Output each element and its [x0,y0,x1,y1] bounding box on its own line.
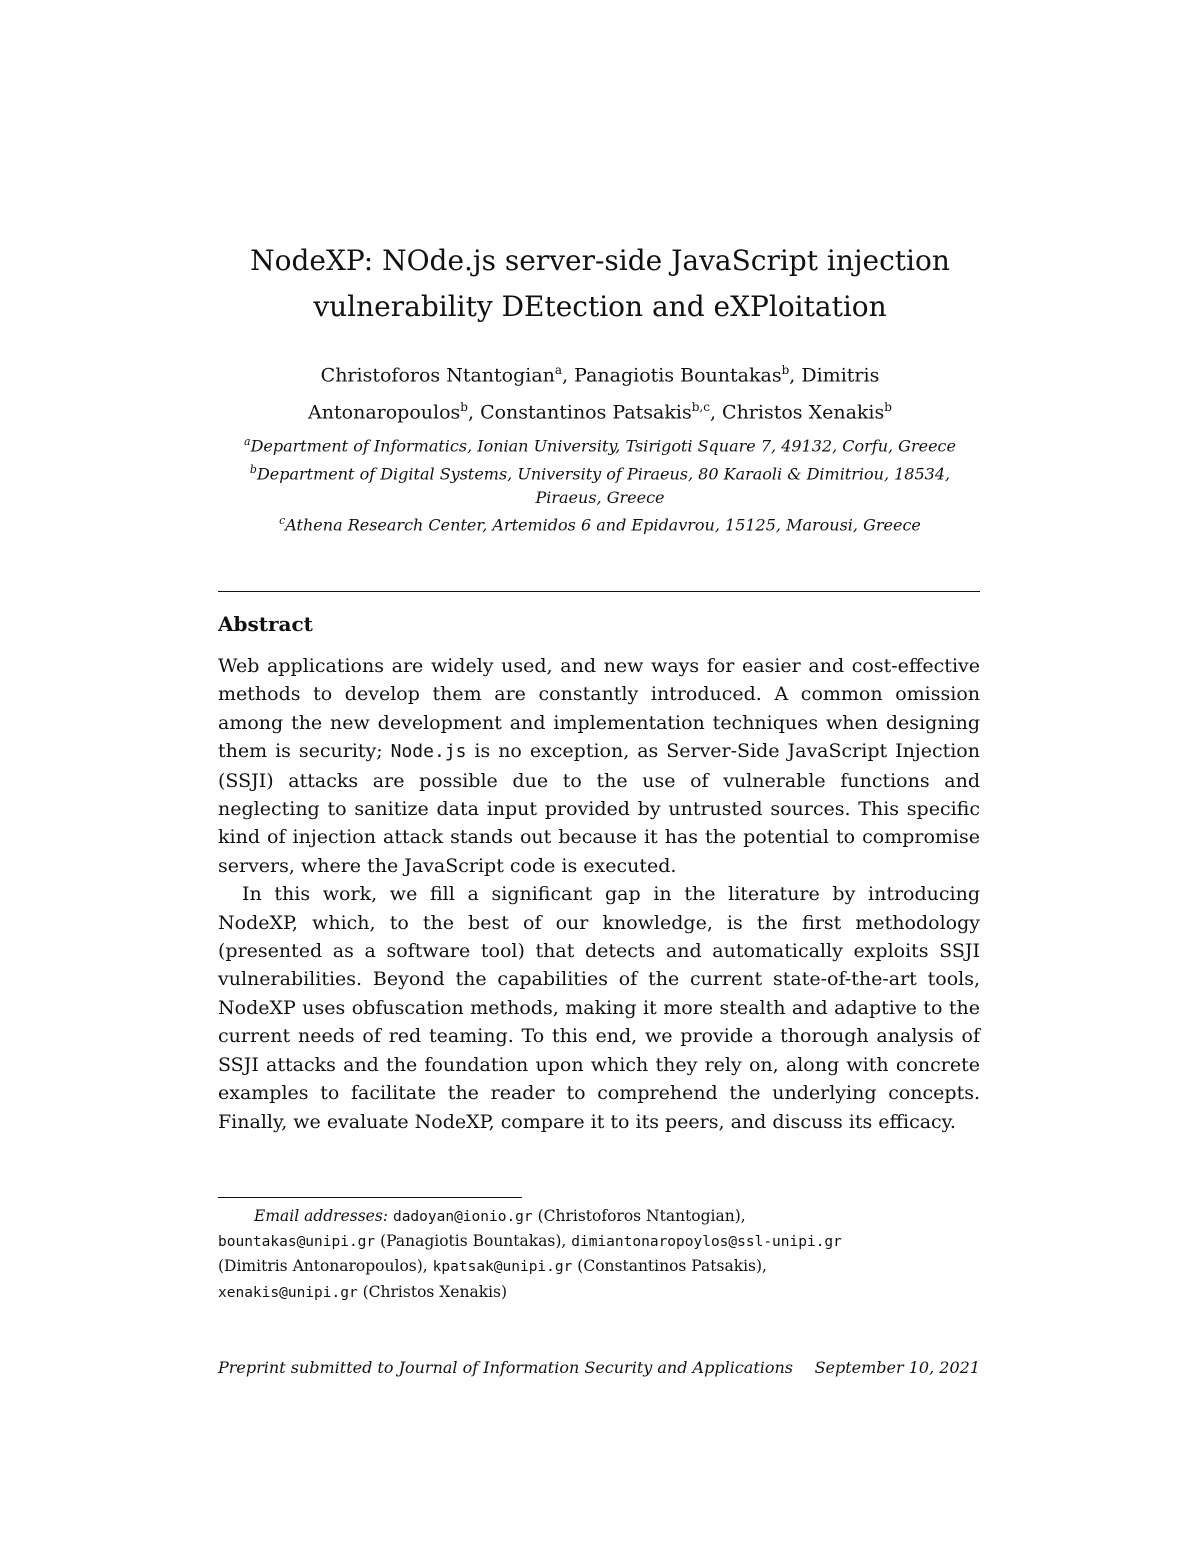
email-address: bountakas@unipi.gr [218,1234,376,1251]
affiliation-item-continued: Piraeus, Greece [535,487,665,507]
affiliation-text: Department of Informatics, Ionian University, Tsirigoti Square 7, 49132, Corfu, Greece [250,436,956,456]
author-affiliation-mark: b [884,400,892,415]
email-owner: (Christos Xenakis) [362,1282,508,1301]
abstract-body [218,652,980,1136]
preprint-journal: Preprint submitted to Journal of Information Security and Applications [218,1358,794,1377]
preprint-date: September 10, 2021 [814,1358,980,1377]
author-name: Christos Xenakis [722,401,885,424]
author-name-first-part: Dimitris [801,364,880,387]
author-affiliation-mark: a [554,363,563,377]
email-owner: (Constantinos Patsakis), [577,1257,767,1276]
email-owner: (Panagiotis Bountakas), [380,1232,567,1251]
abstract-heading: Abstract [218,612,313,636]
affiliation-text: Athena Research Center, Artemidos 6 and Epidavrou, 15125, Marousi, Greece [285,515,921,535]
email-address: kpatsak@unipi.gr [432,1259,573,1276]
affiliation-mark: c [279,514,286,528]
author-name: Christoforos Ntantogian [320,364,555,387]
affiliation-item [210,509,990,537]
paper-title [200,238,1000,330]
abstract-paragraph-2: In this work, we fill a significant gap in the literature by introducing NodeXP, which, to the best of our knowledge, is the first methodology (presented as a software tool) that detects and automatically exploits SSJI vulnerabilities. Beyond the capabilities of the current state-of-the-art tools, NodeXP uses obfuscation methods, making it more stealth and adaptive to the current needs of red teaming. To this end, we provide a thorough analysis of SSJI attacks and the foundation upon which they rely on, along with concrete examples to facilitate the reader to comprehend the underlying concepts. Finally, we evaluate NodeXP, compare it to its peers, and discuss its efficacy. [218,883,980,1133]
author-affiliation-mark: b,c [691,400,710,415]
author-name-second-part: Antonaropoulos [308,401,461,424]
affiliation-mark: a [244,435,251,448]
title-line-2: vulnerability DEtection and eXPloitation [313,290,887,323]
abstract-paragraph-1 [218,652,980,880]
affiliation-mark: b [249,462,257,476]
affiliation-item [210,430,990,458]
inline-code: Node.js [390,741,467,763]
author-name: Constantinos Patsakis [480,401,692,424]
affiliation-item [210,458,990,486]
email-owner: (Dimitris Antonaropoulos), [218,1257,428,1276]
author-affiliation-mark: b [460,400,468,415]
footnote-emails [218,1204,980,1305]
abstract-text: is no exception, as Server-Side JavaScript Injection (SSJI) attacks are possible due to the use of vulnerable functions and neglecting to sanitize data input provided by untrusted sources. This specific kind of injection attack stands out because it has the potential to compromise servers, where the JavaScript code is executed. [218,740,980,877]
email-address: dimiantonaropoylos@ssl-unipi.gr [571,1234,842,1251]
abstract-top-rule [218,591,980,592]
email-label: Email addresses: [254,1207,389,1225]
email-owner: (Christoforos Ntantogian), [537,1207,746,1225]
author-affiliation-mark: b [781,363,790,377]
footnote-rule [218,1197,522,1198]
preprint-footer [218,1358,980,1377]
affiliations [210,430,990,537]
affiliation-text: Department of Digital Systems, University of Piraeus, 80 Karaoli & Dimitriou, 18534, [256,464,951,484]
author-name: Panagiotis Bountakas [574,364,782,387]
email-address: dadoyan@ionio.gr [392,1209,533,1225]
abstract-text: Web applications are widely used, and new ways for easier and cost-effective methods to develop them are constantly introduced. A common omission among the new development and implementation techniques when designing them is security; [218,655,980,763]
author-list: Christoforos Ntantogian$^a$, Panagiotis Bountakas$^b$, Dimitris Antonaropoulos$^b$, Constantinos Patsakis$^{b,c}$, Christos Xenakis$^b$ [308,363,892,424]
title-line-1: NodeXP: NOde.js server-side JavaScript injection [250,244,950,277]
email-address: xenakis@unipi.gr [218,1284,358,1301]
